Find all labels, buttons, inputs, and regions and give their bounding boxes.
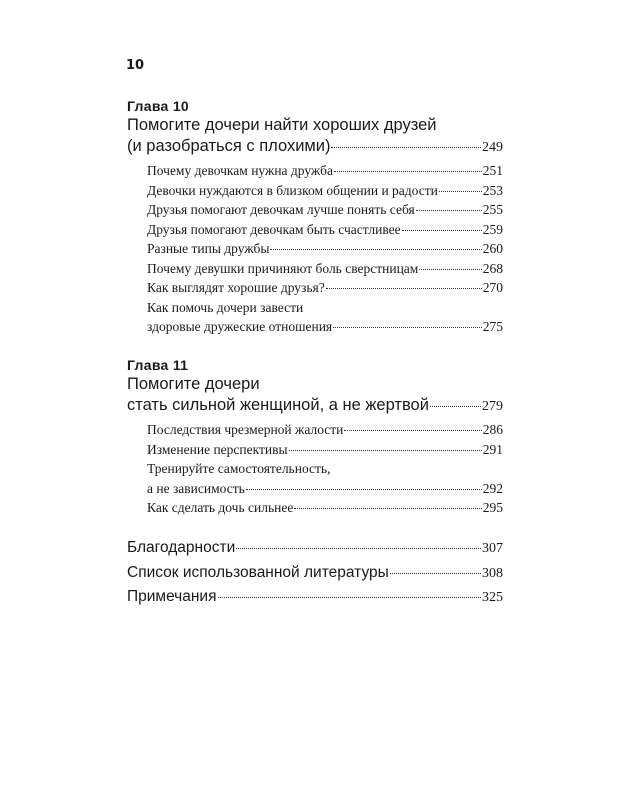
dot-leader [294,508,481,509]
section-title: Друзья помогают девочкам лучше понять себя [147,202,415,217]
section-title: Последствия чрезмерной жалости [147,422,344,437]
page-ref: 249 [482,140,503,155]
chapter-10-block [127,97,503,337]
page-ref: 291 [482,441,503,457]
page-ref: 292 [482,480,503,496]
end-title: Благодарности [127,539,236,556]
page-ref: 260 [482,241,503,256]
toc-entry-chapter-10[interactable] [127,136,503,158]
toc-entry[interactable] [127,200,503,220]
dot-leader [344,430,481,431]
dot-leader [289,450,482,451]
section-title: Девочки нуждаются в близком общении и радости [147,182,438,198]
toc-entry[interactable] [127,278,503,298]
toc-entry[interactable] [127,239,503,259]
chapter-label: Глава 11 [127,357,189,373]
page-ref: 307 [482,541,503,556]
dot-leader [218,597,482,598]
toc-entry[interactable] [127,259,503,279]
section-title: Почему девушки причиняют боль сверстницам [147,260,419,276]
dot-leader [416,210,482,211]
dot-leader [326,288,482,289]
dot-leader [236,548,481,549]
page-ref: 270 [482,280,503,295]
end-title: Примечания [127,588,217,605]
page-number: 10 [126,58,145,73]
toc-entry-references[interactable] [127,561,503,586]
chapter-title-line1: Помогите дочери [127,375,260,393]
dot-leader [331,147,481,148]
chapter-title-line2: (и разобраться с плохими) [127,137,331,155]
section-title: Друзья помогают девочкам быть счастливее [147,221,401,237]
page-ref: 275 [482,319,503,334]
page-ref: 286 [482,422,503,437]
dot-leader [430,406,481,407]
toc-entry[interactable] [127,440,503,460]
dot-leader [402,230,482,231]
page-ref: 259 [482,221,503,237]
page-ref: 308 [482,565,503,581]
toc-entry[interactable] [127,420,503,440]
toc-entry-notes[interactable] [127,585,503,610]
dot-leader [246,489,482,490]
dot-leader [270,249,481,250]
section-title: Как сделать дочь сильнее [147,500,294,515]
toc-entry[interactable] [127,181,503,201]
dot-leader [390,573,481,574]
section-title: а не зависимость [147,480,245,496]
page-ref: 268 [482,260,503,276]
dot-leader [334,171,482,172]
toc-entry[interactable] [127,498,503,518]
chapter-11-block [127,356,503,518]
end-matter-block [127,536,503,610]
toc-entry[interactable] [127,220,503,240]
chapter-title-line1: Помогите дочери найти хороших друзей [127,116,437,134]
chapter-label: Глава 10 [127,98,189,114]
section-title-line1: Как помочь дочери завести [147,299,304,315]
end-title: Список использованной литературы [127,563,389,581]
page-ref: 251 [482,163,503,178]
toc-entry[interactable] [127,479,503,499]
chapter-title-line2: стать сильной женщиной, а не жертвой [127,396,429,414]
dot-leader [333,327,482,328]
page-ref: 255 [482,202,503,217]
section-title: Как выглядят хорошие друзья? [147,280,325,295]
section-title: здоровые дружеские отношения [147,319,333,334]
section-title-line1: Тренируйте самостоятельность, [147,461,331,476]
toc-entry[interactable] [127,161,503,181]
toc-entry-acknowledgements[interactable] [127,536,503,561]
section-title: Разные типы дружбы [147,241,270,256]
dot-leader [439,191,482,192]
page-ref: 279 [482,399,503,414]
toc-entry-chapter-11[interactable] [127,395,503,417]
section-title: Изменение перспективы [147,441,288,457]
page-ref: 295 [482,500,503,515]
page-ref: 325 [482,590,503,605]
page-ref: 253 [482,182,503,198]
toc-entry[interactable] [127,317,503,337]
section-title: Почему девочкам нужна дружба [147,163,333,178]
dot-leader [419,269,481,270]
